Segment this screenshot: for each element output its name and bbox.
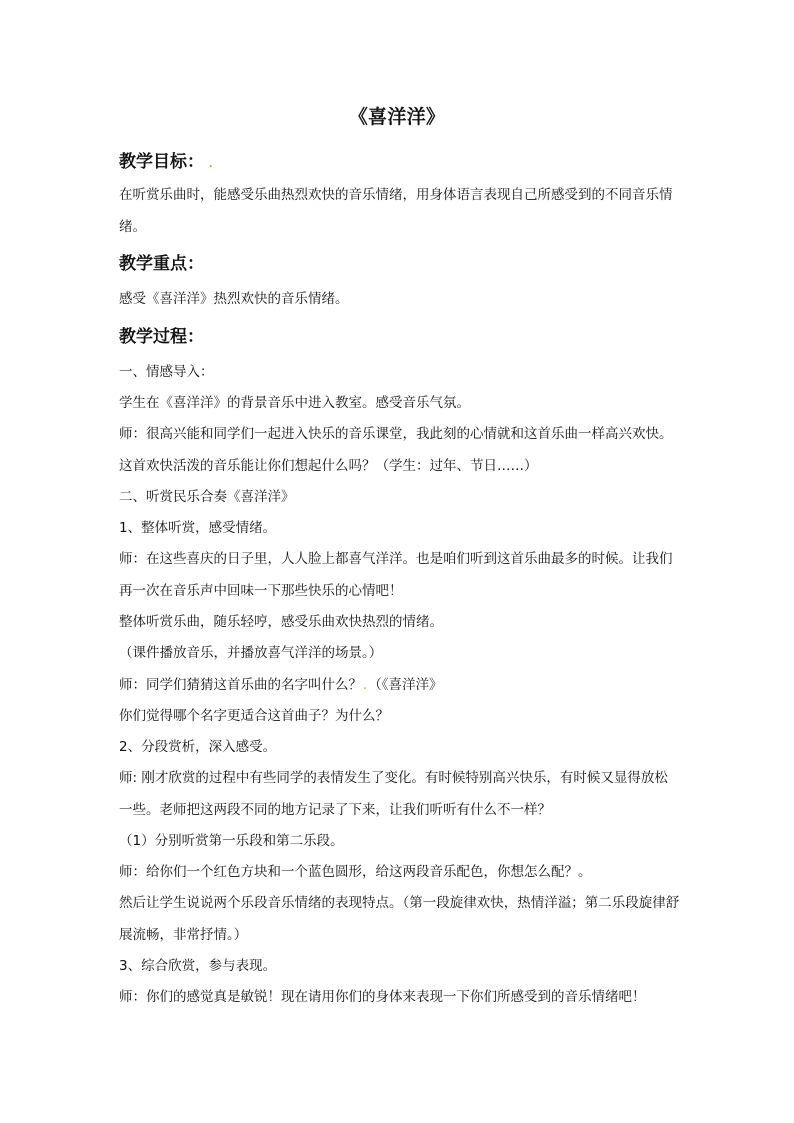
process-line-9-mark: . (363, 677, 368, 693)
process-line-13: （1）分别听赏第一乐段和第二乐段。 (119, 833, 344, 849)
heading-teaching-goal (119, 150, 213, 174)
process-line-1: 一、情感导入： (119, 364, 214, 380)
process-line-9-answer: （《喜洋洋》 (368, 677, 443, 693)
process-paragraph-3: 师：很高兴能和同学们一起进入快乐的音乐课堂，我此刻的心情就和这首乐曲一样高兴欢快。这首欢快活泼的音乐能让你们想起什么吗？（学生：过年、节日……） (119, 426, 673, 474)
process-line-9-question: 师：同学们猜猜这首乐曲的名字叫什么？ (119, 677, 362, 693)
process-paragraph-6: 师：在这些喜庆的日子里，人人脸上都喜气洋洋。也是咱们听到这首乐曲最多的时候。让我们再一次在音乐声中回味一下那些快乐的心情吧！ (119, 551, 673, 599)
process-line-11: 2、分段赏析，深入感受。 (119, 739, 277, 755)
heading-teaching-focus: 教学重点： (119, 254, 204, 274)
process-line-8: （课件播放音乐，并播放喜气洋洋的场景。） (119, 645, 383, 661)
teaching-focus-text: 感受《喜洋洋》热烈欢快的音乐情绪。 (119, 291, 349, 307)
teaching-goal-text: 在听赏乐曲时，能感受乐曲热烈欢快的音乐情绪，用身体语言表现自己所感受到的不同音乐情绪。 (119, 187, 673, 235)
process-line-5: 1、整体听赏，感受情绪。 (119, 520, 277, 536)
process-line-17: 师：你们的感觉真是敏锐！现在请用你们的身体来表现一下你们所感受到的音乐情绪吧！ (119, 989, 646, 1005)
process-line-2: 学生在《喜洋洋》的背景音乐中进入教室。感受音乐气氛。 (119, 395, 470, 411)
heading-teaching-goal-text: 教学目标： (119, 152, 204, 172)
process-line-9 (119, 675, 443, 695)
document-title: 《喜洋洋》 (348, 106, 446, 128)
process-paragraph-15: 然后让学生说说两个乐段音乐情绪的表现特点。（第一段旋律欢快，热情洋溢；第二乐段旋律舒展流畅，非常抒情。） (119, 895, 680, 943)
process-line-4: 二、听赏民乐合奏《喜洋洋》 (119, 489, 295, 505)
heading-mark: . (208, 152, 214, 172)
process-line-14: 师：给你们一个红色方块和一个蓝色圆形，给这两段音乐配色，你想怎么配？。 (119, 864, 592, 880)
process-line-10: 你们觉得哪个名字更适合这首曲子？为什么？ (119, 708, 389, 724)
process-line-7: 整体听赏乐曲，随乐轻哼，感受乐曲欢快热烈的情绪。 (119, 614, 443, 630)
process-paragraph-12: 师: 刚才欣赏的过程中有些同学的表情发生了变化。有时候特别高兴快乐，有时候又显得放松一些。老师把这两段不同的地方记录了下来，让我们听听有什么不一样？ (119, 770, 668, 818)
process-line-16: 3、综合欣赏，参与表现。 (119, 958, 277, 974)
heading-teaching-process: 教学过程： (119, 327, 204, 347)
